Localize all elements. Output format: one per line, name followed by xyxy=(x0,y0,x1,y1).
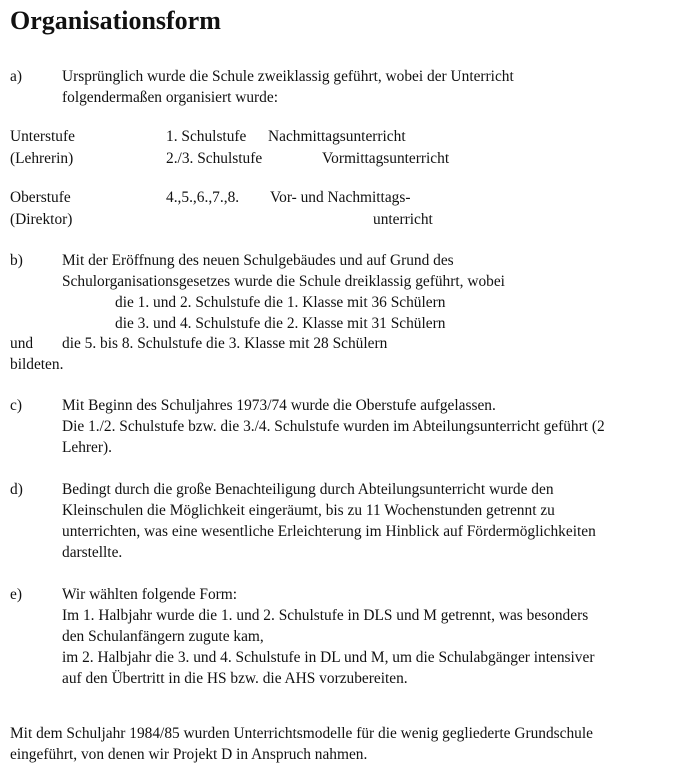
section-d-line-4: darstellte. xyxy=(62,544,123,561)
section-e-marker: e) xyxy=(10,586,22,603)
oberstufe-form-1: Vor- und Nachmittags- xyxy=(270,189,411,206)
oberstufe-label: Oberstufe xyxy=(10,189,71,206)
section-e-line-1: Wir wählten folgende Form: xyxy=(62,586,238,603)
section-b-und: und xyxy=(10,335,34,352)
section-d-line-2: Kleinschulen die Möglichkeit eingeräumt, bis zu 11 Wochenstunden getrennt zu xyxy=(62,502,555,519)
section-c-marker: c) xyxy=(10,397,22,414)
section-b-line-1: Mit der Eröffnung des neuen Schulgebäudes und auf Grund des xyxy=(62,252,454,269)
oberstufe-stufe: 4.,5.,6.,7.,8. xyxy=(166,189,240,206)
section-a-line-2: folgendermaßen organisiert wurde: xyxy=(62,89,278,106)
unterstufe-row1-form: Nachmittagsunterricht xyxy=(268,128,406,145)
section-c-line-1: Mit Beginn des Schuljahres 1973/74 wurde die Oberstufe aufgelassen. xyxy=(62,397,496,414)
section-b-end: bildeten. xyxy=(10,356,64,373)
unterstufe-row1-stufe: 1. Schulstufe xyxy=(166,128,247,145)
section-e-line-4: im 2. Halbjahr die 3. und 4. Schulstufe in DL und M, um die Schulabgänger intensiver xyxy=(62,649,595,666)
section-e-line-2: Im 1. Halbjahr wurde die 1. und 2. Schulstufe in DLS und M getrennt, was besonders xyxy=(62,607,589,624)
unterstufe-row2-form: Vormittagsunterricht xyxy=(322,150,450,167)
section-a-marker: a) xyxy=(10,68,22,85)
section-b-line-2: Schulorganisationsgesetzes wurde die Schule dreiklassig geführt, wobei xyxy=(62,273,505,290)
unterstufe-label: Unterstufe xyxy=(10,128,75,145)
oberstufe-sublabel: (Direktor) xyxy=(10,211,73,228)
section-c-line-3: Lehrer). xyxy=(62,439,112,456)
section-b-class-3: die 5. bis 8. Schulstufe die 3. Klasse mit 28 Schülern xyxy=(62,335,388,352)
section-b-class-1: die 1. und 2. Schulstufe die 1. Klasse mit 36 Schülern xyxy=(115,294,446,311)
oberstufe-form-2: unterricht xyxy=(373,211,433,228)
closing-line-2: eingeführt, von denen wir Projekt D in Anspruch nahmen. xyxy=(10,746,368,763)
section-d-line-3: unterrichten, was eine wesentliche Erleichterung im Hinblick auf Fördermöglichkeiten xyxy=(62,523,596,540)
unterstufe-sublabel: (Lehrerin) xyxy=(10,150,74,167)
section-e-line-3: den Schulanfängern zugute kam, xyxy=(62,628,264,645)
page-title: Organisationsform xyxy=(10,6,221,35)
section-d-line-1: Bedingt durch die große Benachteiligung durch Abteilungsunterricht wurde den xyxy=(62,481,554,498)
section-a-line-1: Ursprünglich wurde die Schule zweiklassig geführt, wobei der Unterricht xyxy=(62,68,514,85)
section-d-marker: d) xyxy=(10,481,23,498)
unterstufe-row2-stufe: 2./3. Schulstufe xyxy=(166,150,263,167)
section-b-marker: b) xyxy=(10,252,23,269)
section-c-line-2: Die 1./2. Schulstufe bzw. die 3./4. Schulstufe wurden im Abteilungsunterricht geführt (2 xyxy=(62,418,605,435)
closing-line-1: Mit dem Schuljahr 1984/85 wurden Unterrichtsmodelle für die wenig gegliederte Grundschule xyxy=(10,725,593,742)
section-b-class-2: die 3. und 4. Schulstufe die 2. Klasse mit 31 Schülern xyxy=(115,315,446,332)
section-e-line-5: auf den Übertritt in die HS bzw. die AHS vorzubereiten. xyxy=(62,670,408,687)
